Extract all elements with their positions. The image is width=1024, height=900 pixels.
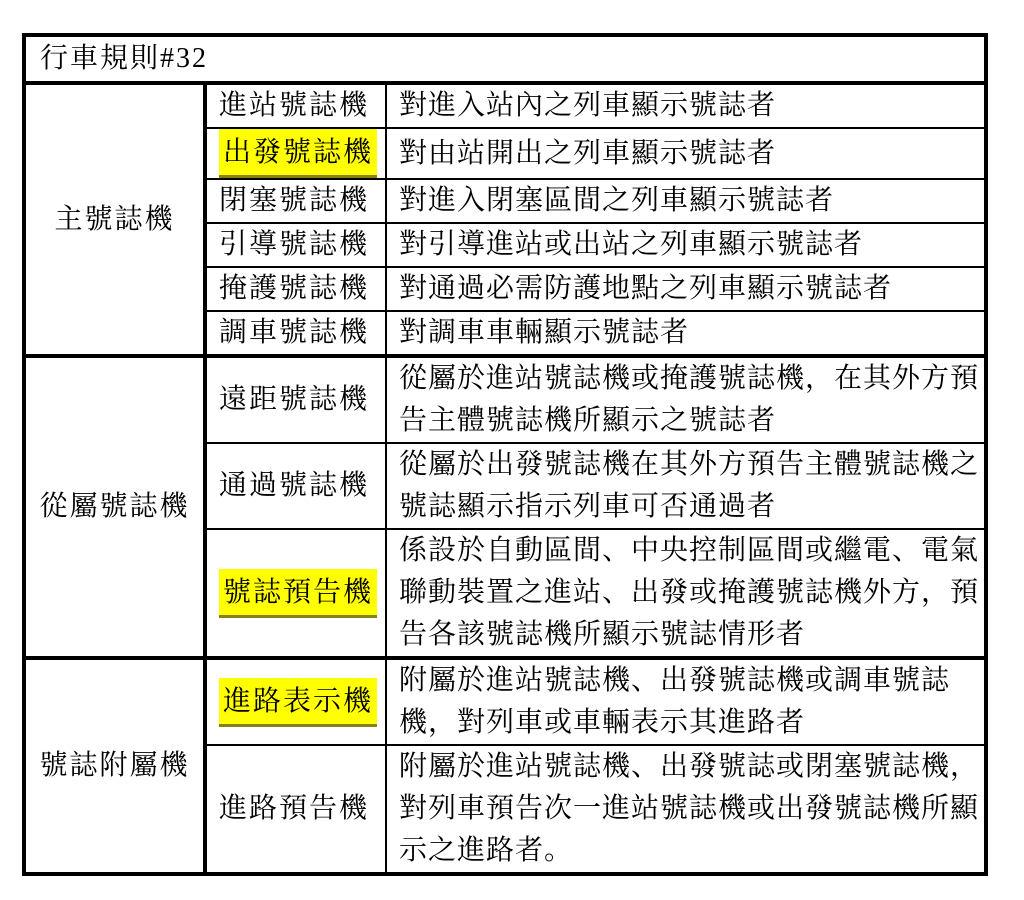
- category-cell: [24, 356, 205, 658]
- signal-name-cell: [205, 443, 386, 529]
- category-label: 號誌附屬機: [39, 750, 190, 781]
- signal-desc-cell: 附屬於進站號誌機、出發號誌或閉塞號誌機，對列車預告次一進站號誌機或出發號誌機所顯示之進路者。: [386, 745, 986, 874]
- signal-name: 進路預告機: [219, 793, 370, 824]
- signal-name: 號誌預告機: [219, 569, 377, 618]
- signal-name: 通過號誌機: [219, 470, 370, 501]
- signal-name-cell: [205, 223, 386, 267]
- signal-desc-cell: 對進入閉塞區間之列車顯示號誌者: [386, 179, 986, 223]
- signal-desc-cell: 對通過必需防護地點之列車顯示號誌者: [386, 267, 986, 311]
- signal-name-cell: [205, 267, 386, 311]
- signal-desc-cell: 係設於自動區間、中央控制區間或繼電、電氣聯動裝置之進站、出發或掩護號誌機外方，預告各該號誌機所顯示號誌情形者: [386, 529, 986, 658]
- title-row: [24, 35, 986, 83]
- signal-name-cell: [205, 83, 386, 128]
- signal-name: 遠距號誌機: [219, 384, 370, 415]
- signal-name-cell: [205, 529, 386, 658]
- category-label: 主號誌機: [54, 203, 175, 235]
- signal-name: 閉塞號誌機: [219, 185, 370, 216]
- category-cell: [24, 658, 205, 874]
- signal-name-cell: [205, 745, 386, 874]
- signal-name: 出發號誌機: [219, 129, 377, 178]
- table-row: [24, 658, 986, 745]
- page-title: 行車規則#32: [24, 35, 986, 83]
- signal-desc-cell: 對進入站內之列車顯示號誌者: [386, 83, 986, 128]
- category-label: 從屬號誌機: [39, 491, 190, 522]
- signal-desc-cell: 對引導進站或出站之列車顯示號誌者: [386, 223, 986, 267]
- signal-desc-cell: 對調車車輛顯示號誌者: [386, 311, 986, 356]
- signal-name: 掩護號誌機: [219, 273, 370, 304]
- signal-name: 進站號誌機: [219, 90, 370, 121]
- signal-name: 進路表示機: [219, 678, 377, 727]
- category-cell: [24, 83, 205, 356]
- table-row: [24, 83, 986, 128]
- signal-name-cell: [205, 311, 386, 356]
- signal-name-cell: [205, 128, 386, 179]
- signal-name: 引導號誌機: [219, 229, 370, 260]
- signal-name-cell: [205, 179, 386, 223]
- signal-name: 調車號誌機: [219, 317, 370, 348]
- signal-desc-cell: 附屬於進站號誌機、出發號誌機或調車號誌機，對列車或車輛表示其進路者: [386, 658, 986, 745]
- signal-name-cell: [205, 658, 386, 745]
- signal-desc-cell: 從屬於出發號誌機在其外方預告主體號誌機之號誌顯示指示列車可否通過者: [386, 443, 986, 529]
- signal-name-cell: [205, 356, 386, 443]
- signal-desc-cell: 對由站開出之列車顯示號誌者: [386, 128, 986, 179]
- rules-table: [22, 33, 988, 876]
- table-row: [24, 356, 986, 443]
- signal-desc-cell: 從屬於進站號誌機或掩護號誌機，在其外方預告主體號誌機所顯示之號誌者: [386, 356, 986, 443]
